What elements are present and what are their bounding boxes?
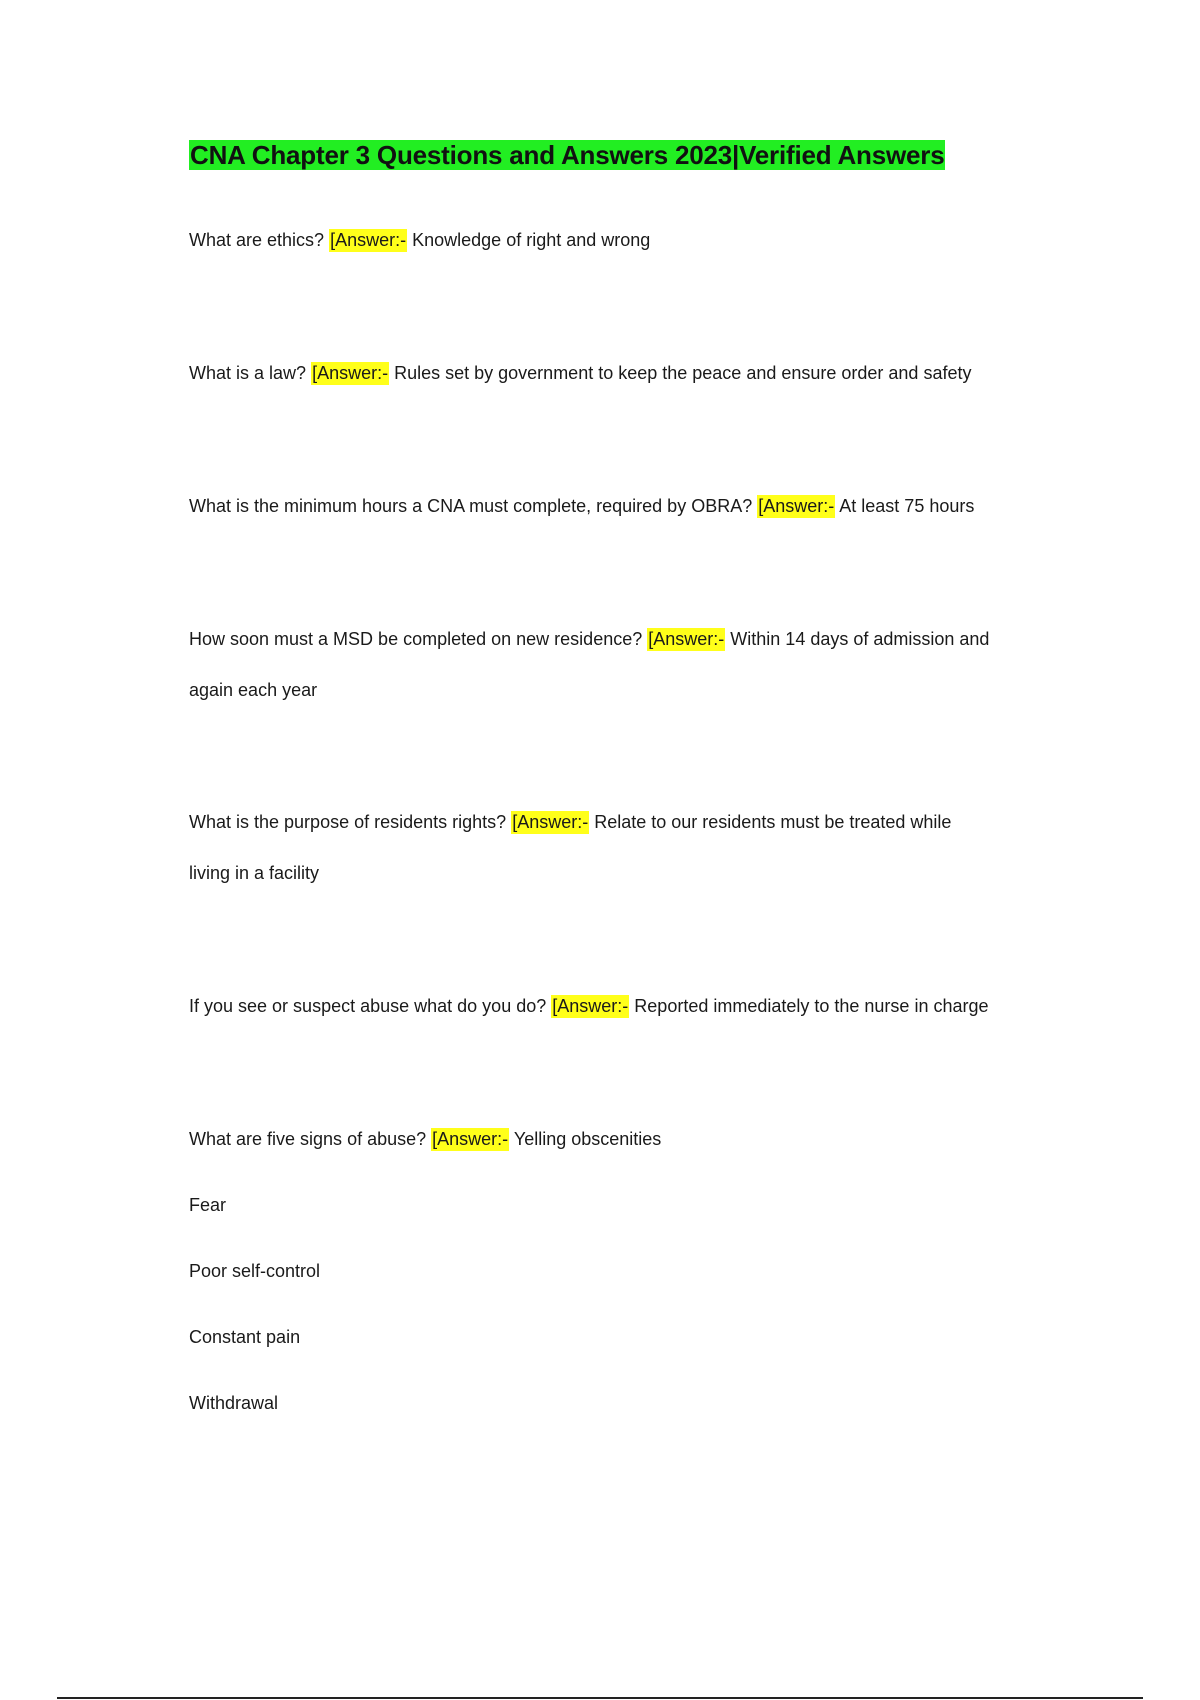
question-text: What is the purpose of residents rights?	[189, 812, 507, 832]
question-text: What is the minimum hours a CNA must complete, required by OBRA?	[189, 496, 753, 516]
question-text: What is a law?	[189, 363, 307, 383]
page-bottom-rule	[57, 1697, 1143, 1699]
question-text: If you see or suspect abuse what do you do?	[189, 996, 547, 1016]
document-title	[189, 138, 945, 172]
qa-item-4	[189, 627, 989, 651]
answer-text: Rules set by government to keep the peace and ensure order and safety	[394, 363, 972, 383]
answer-text: Yelling obscenities	[513, 1129, 662, 1149]
answer-marker: [Answer:-	[552, 996, 629, 1016]
question-text: How soon must a MSD be completed on new residence?	[189, 629, 643, 649]
qa-item-2	[189, 361, 971, 385]
qa-item-5	[189, 810, 951, 834]
answer-list-item: Constant pain	[189, 1327, 301, 1347]
answer-text: At least 75 hours	[839, 496, 975, 516]
answer-marker: [Answer:-	[432, 1129, 509, 1149]
title-highlight: CNA Chapter 3 Questions and Answers 2023|Verified Answers	[190, 140, 945, 170]
answer-list-item: Fear	[189, 1195, 227, 1215]
answer-text: Within 14 days of admission and	[730, 629, 990, 649]
qa-item-3	[189, 494, 974, 518]
answer-text: Relate to our residents must be treated while	[594, 812, 952, 832]
answer-text: Knowledge of right and wrong	[412, 230, 651, 250]
qa-item-6	[189, 994, 989, 1018]
qa-item-7	[189, 1127, 661, 1151]
answer-marker: [Answer:-	[330, 230, 407, 250]
answer-marker: [Answer:-	[758, 496, 835, 516]
answer-marker: [Answer:-	[512, 812, 589, 832]
answer-marker: [Answer:-	[648, 629, 725, 649]
answer-continuation: living in a facility	[189, 863, 320, 883]
answer-list-item: Withdrawal	[189, 1393, 279, 1413]
question-text: What are five signs of abuse?	[189, 1129, 427, 1149]
question-text: What are ethics?	[189, 230, 325, 250]
qa-item-1	[189, 228, 650, 252]
answer-list-item: Poor self-control	[189, 1261, 321, 1281]
answer-continuation: again each year	[189, 680, 318, 700]
answer-marker: [Answer:-	[312, 363, 389, 383]
answer-text: Reported immediately to the nurse in charge	[634, 996, 989, 1016]
